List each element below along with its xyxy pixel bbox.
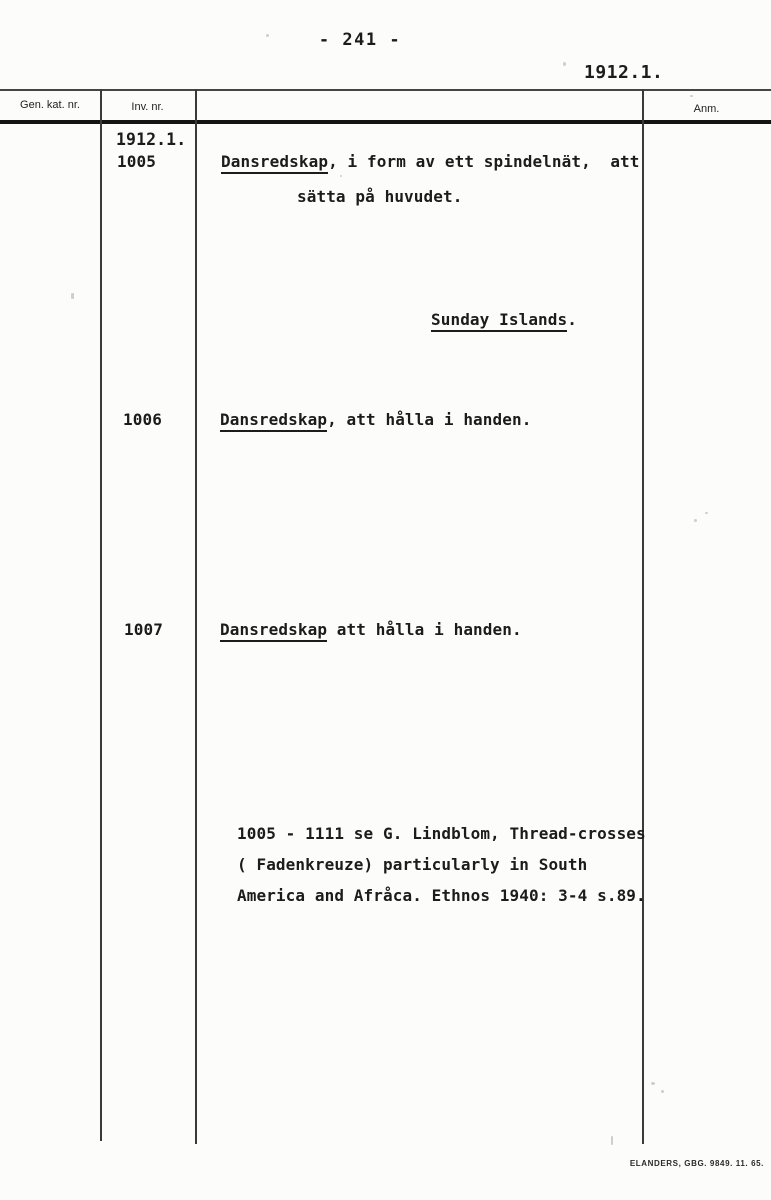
scan-speck [611, 1136, 613, 1145]
entry-1007-text: att hålla i handen. [327, 620, 522, 639]
entry-group-year: 1912.1. [116, 130, 187, 149]
reference-note-line: 1005 - 1111 se G. Lindblom, Thread-crosses [237, 824, 646, 843]
entry-1005-line2: sätta på huvudet. [297, 187, 463, 206]
provenance-period: . [567, 310, 577, 329]
form-top-rule [0, 89, 771, 91]
scan-speck [651, 1082, 655, 1085]
printer-mark: ELANDERS, GBG. 9849. 11. 65. [629, 1159, 764, 1168]
inv-nr-1005: 1005 [117, 152, 156, 171]
entry-1007-term: Dansredskap [220, 620, 327, 642]
entry-1006-text: , att hålla i handen. [327, 410, 532, 429]
provenance-heading [431, 309, 577, 331]
scan-speck [563, 62, 566, 66]
section-reference: 1912.1. [584, 62, 664, 83]
scan-speck [661, 1090, 664, 1093]
scan-speck [690, 95, 693, 97]
form-column-rule-3 [642, 89, 644, 1144]
form-column-rule-2 [195, 89, 197, 1144]
reference-note-line: ( Fadenkreuze) particularly in South [237, 855, 588, 874]
column-header-gen-kat-nr: Gen. kat. nr. [20, 99, 80, 111]
scan-speck [71, 293, 74, 299]
provenance-name: Sunday Islands [431, 310, 567, 332]
entry-1006-term: Dansredskap [220, 410, 327, 432]
scan-speck [266, 34, 269, 37]
column-header-anm: Anm. [693, 103, 720, 115]
entry-1005-text: , i form av ett spindelnät, att [328, 152, 640, 171]
column-header-inv-nr: Inv. nr. [131, 101, 164, 113]
form-column-rule-1 [100, 89, 102, 1141]
inv-nr-1007: 1007 [124, 620, 163, 639]
entry-1005-term: Dansredskap [221, 152, 328, 174]
reference-note [237, 818, 646, 911]
entry-1005-line1 [221, 151, 640, 173]
reference-note-line: America and Afråca. Ethnos 1940: 3-4 s.89. [237, 886, 646, 905]
page-number: - 241 - [318, 30, 402, 50]
form-header-heavy-rule [0, 120, 771, 124]
entry-1006-line1 [220, 409, 531, 431]
scan-speck [694, 519, 697, 522]
scan-speck [340, 175, 342, 177]
scan-speck [705, 512, 708, 514]
inv-nr-1006: 1006 [123, 410, 162, 429]
entry-1007-line1 [220, 619, 522, 641]
